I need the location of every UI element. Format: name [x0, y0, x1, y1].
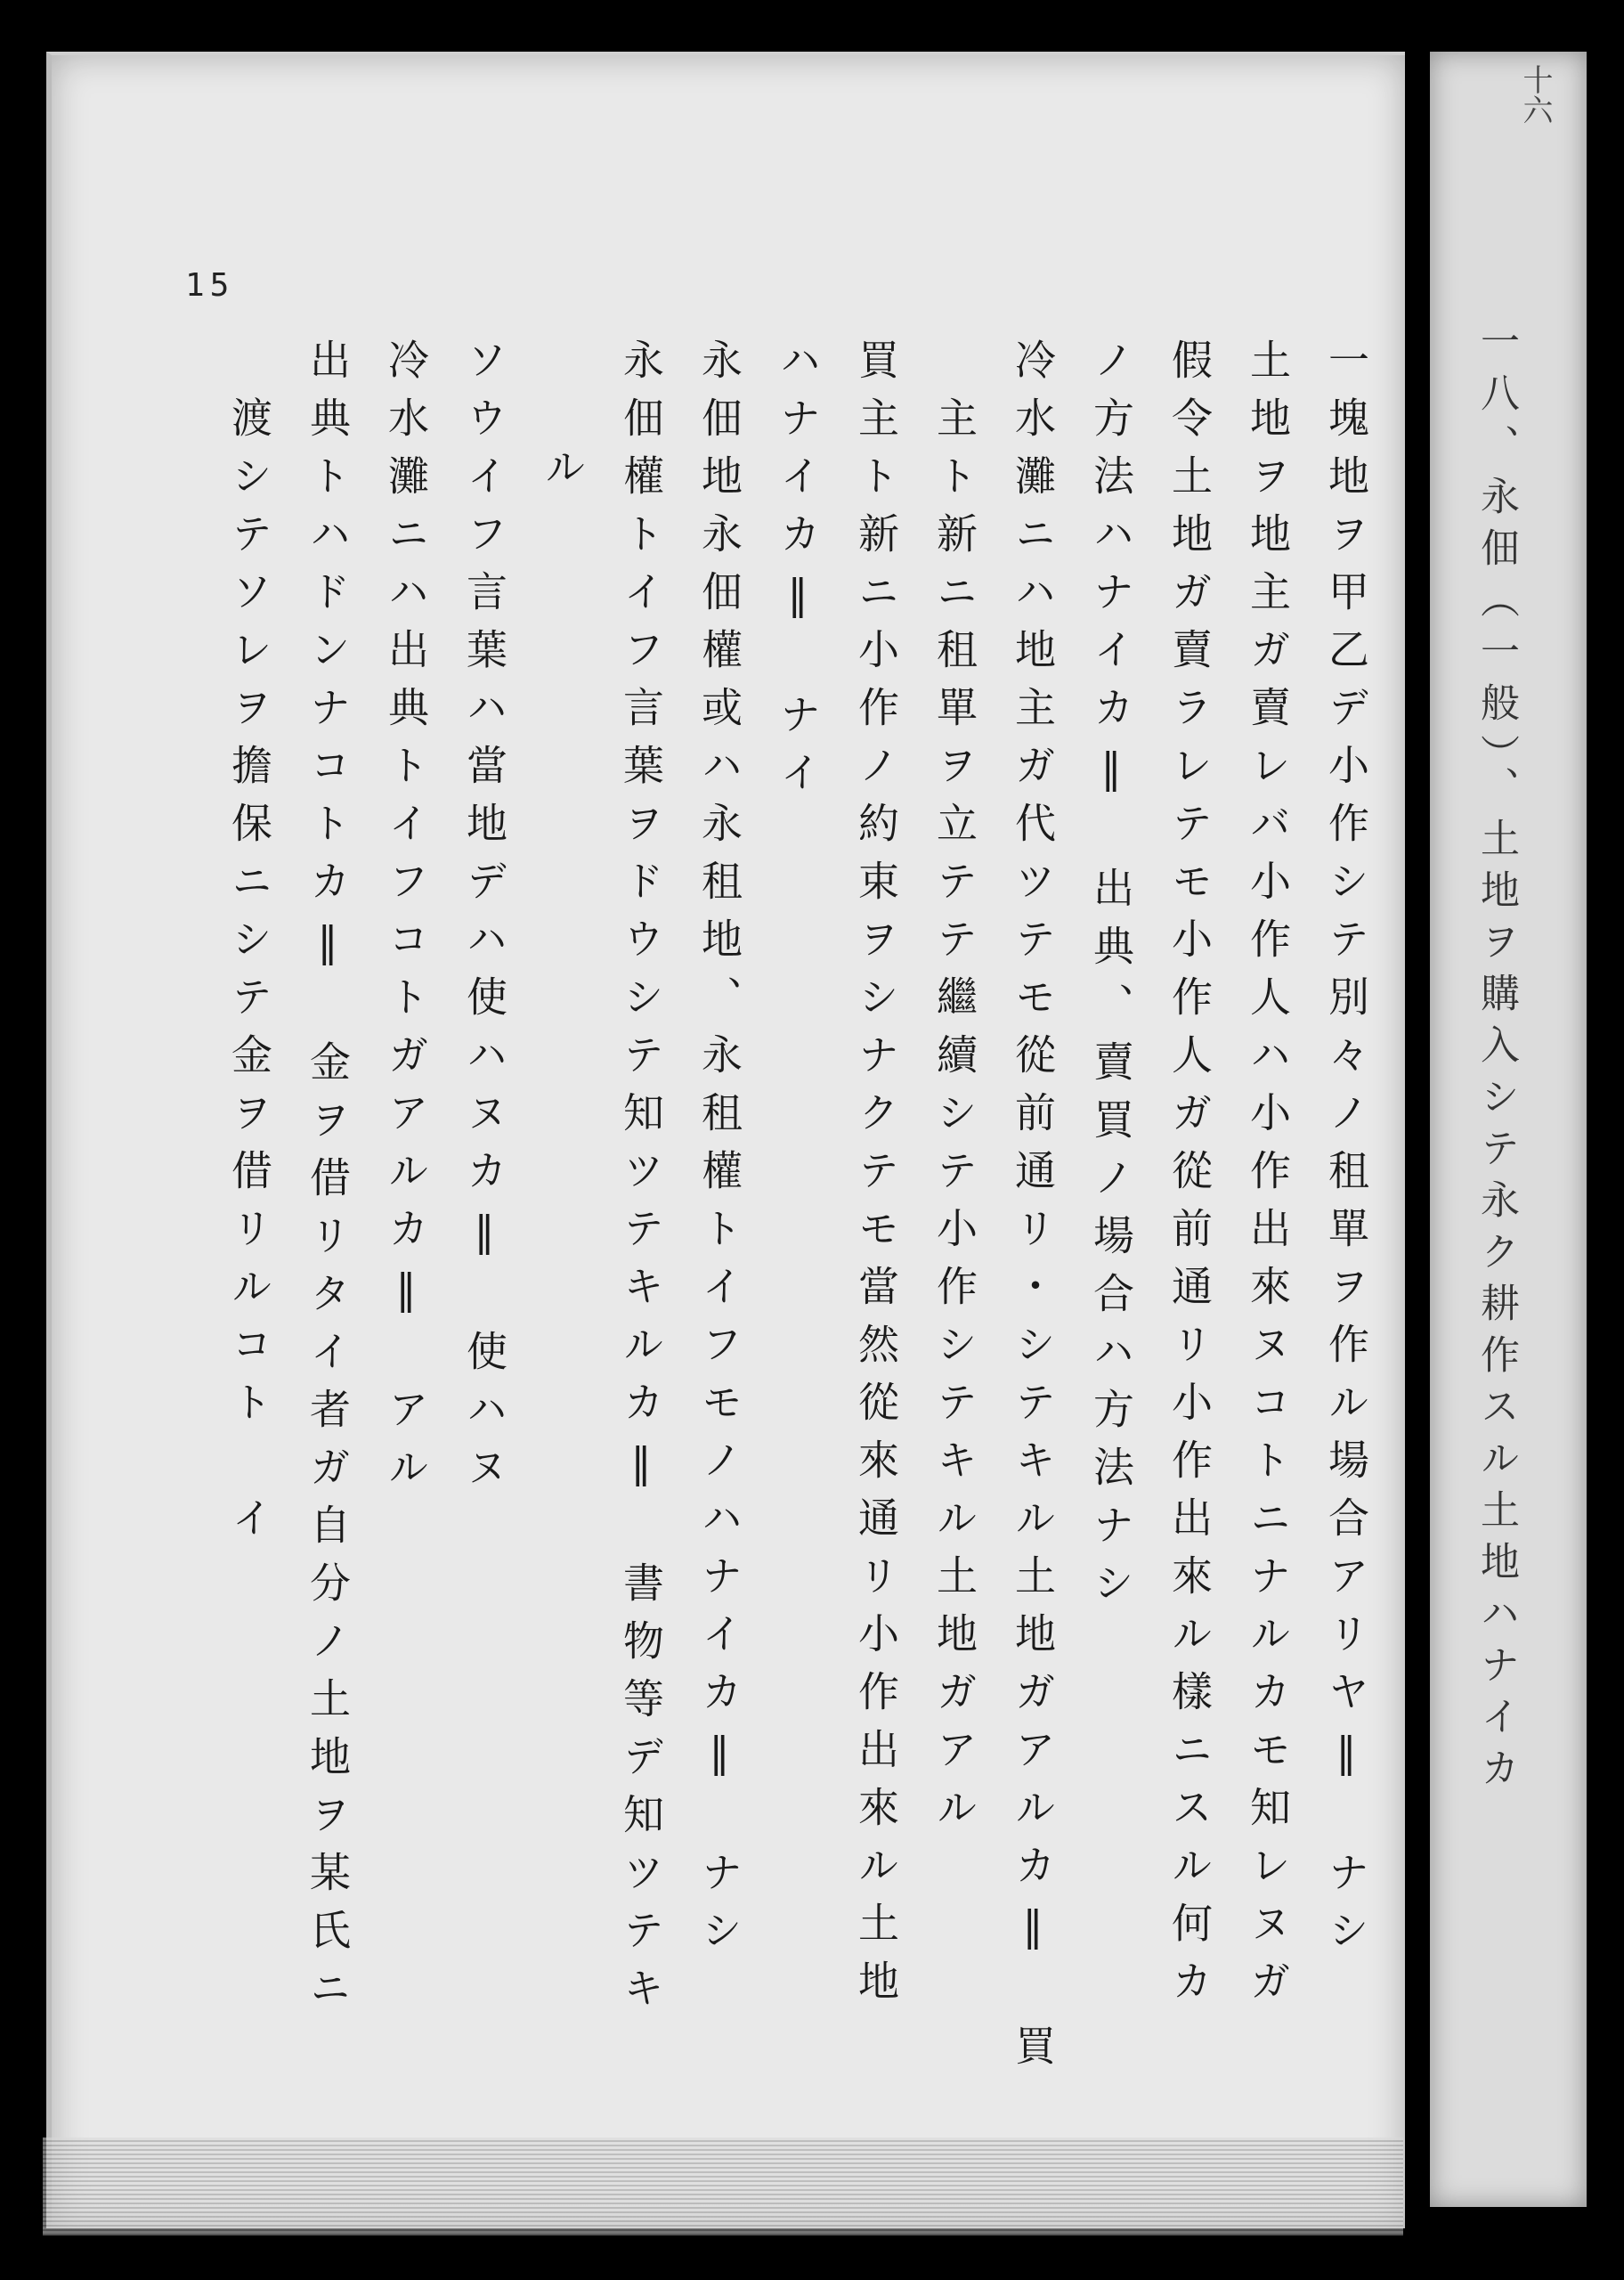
text-column-6: 主ト新ニ租單ヲ立テテ繼續シテ小作シテキル土地ガアル [930, 338, 978, 1844]
text-column-13: 冷水灘ニハ出典トイフコトガアルカ‖ アル [382, 338, 430, 1503]
text-column-12: ソウイフ言葉ハ當地デハ使ハヌカ‖ 使ハヌ [460, 338, 508, 1503]
text-column-4: ノ方法ハナイカ‖ 出典、賣買ノ場合ハ方法ナシ [1087, 338, 1135, 1619]
text-column-1: 一塊地ヲ甲乙デ小作シテ別々ノ租單ヲ作ル場合アリヤ‖ ナシ [1322, 338, 1370, 1966]
text-column-11: ル [539, 445, 587, 503]
adjacent-page-text: 一八、永佃（一般）、土地ヲ購入シテ永ク耕作スル土地ハナイカ [1474, 321, 1519, 1799]
text-column-15: 渡シテソレヲ擔保ニシテ金ヲ借リルコト イ [225, 338, 273, 1554]
text-column-14: 出典トハドンナコトカ‖ 金ヲ借リタイ者ガ自分ノ土地ヲ某氏ニ [304, 338, 352, 2024]
text-column-9: 永佃地永佃權或ハ永租地、永租權トイフモノハナイカ‖ ナシ [695, 338, 743, 1966]
text-column-5: 冷水灘ニハ地主ガ代ツテモ從前通リ・シテキル土地ガアルカ‖ 買 [1009, 338, 1057, 2082]
text-column-3: 假令土地ガ賣ラレテモ小作人ガ從前通リ小作出來ル樣ニスル何カ [1165, 338, 1214, 2017]
page-number: 15 [185, 267, 235, 304]
page-edges [43, 2138, 1403, 2235]
text-column-8: ハナイカ‖ ナイ [774, 338, 822, 809]
adjacent-page-mark: 十六 [1517, 64, 1553, 125]
text-column-7: 買主ト新ニ小作ノ約束ヲシナクテモ當然從來通リ小作出來ル土地 [852, 338, 900, 2017]
text-column-2: 土地ヲ地主ガ賣レバ小作人ハ小作出來ヌコトニナルカモ知レヌガ [1244, 338, 1292, 2017]
text-column-10: 永佃權トイフ言葉ヲドウシテ知ツテキルカ‖ 書物等デ知ツテキ [617, 338, 665, 2024]
